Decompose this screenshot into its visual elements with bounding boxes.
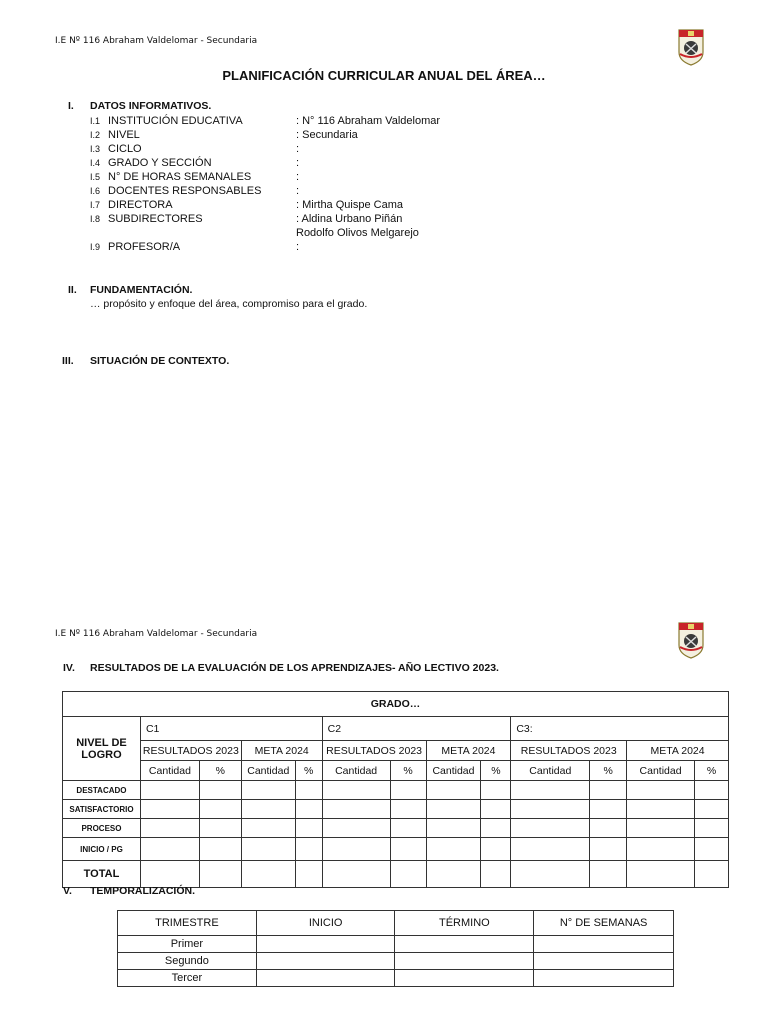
datos-item xyxy=(90,128,510,142)
header-school-label: I.E Nº 116 Abraham Valdelomar - Secundaria xyxy=(55,36,258,46)
total-label: TOTAL xyxy=(63,861,141,888)
table-cell[interactable] xyxy=(395,936,534,953)
datos-item-label: N° DE HORAS SEMANALES xyxy=(108,171,252,183)
col-pct-header: % xyxy=(390,761,426,781)
table-cell[interactable] xyxy=(511,819,590,838)
col-count-header: Cantidad xyxy=(627,761,695,781)
datos-item-value: : xyxy=(296,143,300,155)
table-row xyxy=(63,861,729,888)
datos-item-number: I.3 xyxy=(90,144,101,154)
table-cell[interactable] xyxy=(511,781,590,800)
table-cell[interactable] xyxy=(295,819,322,838)
table-cell[interactable] xyxy=(627,838,695,861)
table-row xyxy=(63,838,729,861)
table-cell[interactable] xyxy=(241,781,295,800)
level-label: SATISFACTORIO xyxy=(63,800,141,819)
col-pct-header: % xyxy=(295,761,322,781)
table-row xyxy=(63,819,729,838)
section-4-title: RESULTADOS DE LA EVALUACIÓN DE LOS APRENDIZAJES- AÑO LECTIVO 2023. xyxy=(90,662,499,674)
section-4-number: IV. xyxy=(63,662,75,674)
table-cell[interactable] xyxy=(390,781,426,800)
table-row xyxy=(118,953,674,970)
table-cell[interactable] xyxy=(481,781,511,800)
table-cell[interactable] xyxy=(395,970,534,987)
results-group-header: RESULTADOS 2023 xyxy=(322,741,426,761)
table-row xyxy=(118,936,674,953)
level-label: PROCESO xyxy=(63,819,141,838)
datos-item-value: : Mirtha Quispe Cama xyxy=(296,199,403,211)
table-cell[interactable] xyxy=(695,800,729,819)
datos-item-label: PROFESOR/A xyxy=(108,241,181,253)
goal-group-header: META 2024 xyxy=(627,741,729,761)
table-cell[interactable] xyxy=(511,861,590,888)
datos-item-number: I.8 xyxy=(90,214,101,224)
level-label: DESTACADO xyxy=(63,781,141,800)
level-label: INICIO / PG xyxy=(63,838,141,861)
table-cell[interactable] xyxy=(199,861,241,888)
trimester-label: Tercer xyxy=(118,970,257,987)
datos-item xyxy=(90,114,510,128)
table-cell[interactable] xyxy=(627,861,695,888)
trimester-label: Segundo xyxy=(118,953,257,970)
table-cell[interactable] xyxy=(140,861,199,888)
time-table xyxy=(117,910,674,987)
table-cell[interactable] xyxy=(395,953,534,970)
table-cell[interactable] xyxy=(534,936,674,953)
results-cycle-3: C3: xyxy=(511,717,729,741)
table-row xyxy=(118,970,674,987)
table-cell[interactable] xyxy=(590,838,627,861)
time-header-end: TÉRMINO xyxy=(395,911,534,936)
table-row xyxy=(63,800,729,819)
table-cell[interactable] xyxy=(695,861,729,888)
datos-item xyxy=(90,198,510,212)
table-cell[interactable] xyxy=(534,953,674,970)
table-cell[interactable] xyxy=(322,819,390,838)
table-cell[interactable] xyxy=(256,970,395,987)
table-cell[interactable] xyxy=(481,838,511,861)
datos-item-value: : Aldina Urbano Piñán xyxy=(296,213,403,225)
datos-item-value: : xyxy=(296,185,300,197)
datos-item-label: SUBDIRECTORES xyxy=(108,213,203,225)
table-cell[interactable] xyxy=(390,819,426,838)
datos-item-label: CICLO xyxy=(108,143,142,155)
time-header-trimester: TRIMESTRE xyxy=(118,911,257,936)
datos-item-number: I.5 xyxy=(90,172,101,182)
goal-group-header: META 2024 xyxy=(241,741,322,761)
table-cell[interactable] xyxy=(140,838,199,861)
table-cell[interactable] xyxy=(426,861,481,888)
table-cell[interactable] xyxy=(511,800,590,819)
table-cell[interactable] xyxy=(590,819,627,838)
table-cell[interactable] xyxy=(241,861,295,888)
datos-item xyxy=(90,212,510,226)
datos-item-value: : Secundaria xyxy=(296,129,358,141)
table-cell[interactable] xyxy=(322,861,390,888)
section-2-text: … propósito y enfoque del área, compromiso para el grado. xyxy=(90,298,368,310)
section-5-title: TEMPORALIZACIÓN. xyxy=(90,885,195,897)
results-cycle-1: C1 xyxy=(140,717,322,741)
table-cell[interactable] xyxy=(322,781,390,800)
table-cell[interactable] xyxy=(695,819,729,838)
datos-list xyxy=(90,114,510,254)
datos-item-value: : N° 116 Abraham Valdelomar xyxy=(296,115,441,127)
school-crest-icon xyxy=(677,621,705,664)
section-1-title: DATOS INFORMATIVOS. xyxy=(90,100,212,112)
table-cell[interactable] xyxy=(390,838,426,861)
col-pct-header: % xyxy=(481,761,511,781)
results-table xyxy=(62,691,729,888)
datos-item-value: : xyxy=(296,241,300,253)
table-cell[interactable] xyxy=(241,819,295,838)
datos-item xyxy=(90,170,510,184)
table-cell[interactable] xyxy=(511,838,590,861)
section-2-title: FUNDAMENTACIÓN. xyxy=(90,284,193,296)
datos-item-value: : xyxy=(296,171,300,183)
table-cell[interactable] xyxy=(295,861,322,888)
col-count-header: Cantidad xyxy=(241,761,295,781)
datos-item-number: I.9 xyxy=(90,242,101,252)
table-cell[interactable] xyxy=(426,781,481,800)
section-3-number: III. xyxy=(62,355,74,367)
table-cell[interactable] xyxy=(534,970,674,987)
datos-item xyxy=(90,184,510,198)
datos-item-label: GRADO Y SECCIÓN xyxy=(108,157,212,169)
datos-item xyxy=(90,226,510,240)
datos-item-label: NIVEL xyxy=(108,129,140,141)
table-cell[interactable] xyxy=(590,861,627,888)
table-cell[interactable] xyxy=(481,819,511,838)
table-cell[interactable] xyxy=(627,800,695,819)
table-cell[interactable] xyxy=(426,838,481,861)
table-cell[interactable] xyxy=(295,838,322,861)
section-5-number: V. xyxy=(63,885,72,897)
table-cell[interactable] xyxy=(140,800,199,819)
table-cell[interactable] xyxy=(481,800,511,819)
col-count-header: Cantidad xyxy=(140,761,199,781)
page-title: PLANIFICACIÓN CURRICULAR ANUAL DEL ÁREA… xyxy=(222,68,546,83)
datos-item-label: DIRECTORA xyxy=(108,199,173,211)
trimester-label: Primer xyxy=(118,936,257,953)
table-cell[interactable] xyxy=(241,800,295,819)
section-3-title: SITUACIÓN DE CONTEXTO. xyxy=(90,355,230,367)
table-cell[interactable] xyxy=(241,838,295,861)
table-cell[interactable] xyxy=(426,819,481,838)
datos-item-number: I.1 xyxy=(90,116,101,126)
table-cell[interactable] xyxy=(390,861,426,888)
table-row xyxy=(63,781,729,800)
datos-item xyxy=(90,142,510,156)
results-grade-header: GRADO… xyxy=(63,692,729,717)
table-cell[interactable] xyxy=(140,819,199,838)
table-cell[interactable] xyxy=(695,781,729,800)
table-cell[interactable] xyxy=(590,781,627,800)
col-pct-header: % xyxy=(695,761,729,781)
col-pct-header: % xyxy=(590,761,627,781)
table-cell[interactable] xyxy=(322,838,390,861)
col-pct-header: % xyxy=(199,761,241,781)
datos-item xyxy=(90,156,510,170)
table-cell[interactable] xyxy=(199,838,241,861)
table-cell[interactable] xyxy=(199,819,241,838)
col-count-header: Cantidad xyxy=(322,761,390,781)
table-cell[interactable] xyxy=(199,800,241,819)
table-cell[interactable] xyxy=(695,838,729,861)
datos-item-number: I.4 xyxy=(90,158,101,168)
datos-item-label: DOCENTES RESPONSABLES xyxy=(108,185,262,197)
header-school-label-2: I.E Nº 116 Abraham Valdelomar - Secundaria xyxy=(55,629,258,639)
time-header-weeks: N° DE SEMANAS xyxy=(534,911,674,936)
results-cycle-2: C2 xyxy=(322,717,511,741)
table-cell[interactable] xyxy=(295,781,322,800)
results-level-header: NIVEL DE LOGRO xyxy=(63,717,141,781)
datos-item xyxy=(90,240,510,254)
col-count-header: Cantidad xyxy=(511,761,590,781)
section-1-number: I. xyxy=(68,100,74,112)
table-cell[interactable] xyxy=(627,781,695,800)
datos-item-label: INSTITUCIÓN EDUCATIVA xyxy=(108,115,243,127)
table-cell[interactable] xyxy=(199,781,241,800)
table-cell[interactable] xyxy=(390,800,426,819)
table-cell[interactable] xyxy=(481,861,511,888)
table-cell[interactable] xyxy=(322,800,390,819)
table-cell[interactable] xyxy=(590,800,627,819)
table-cell[interactable] xyxy=(256,936,395,953)
goal-group-header: META 2024 xyxy=(426,741,511,761)
datos-item-value: : xyxy=(296,157,300,169)
datos-item-number: I.6 xyxy=(90,186,101,196)
datos-item-number: I.2 xyxy=(90,130,101,140)
table-cell[interactable] xyxy=(426,800,481,819)
table-cell[interactable] xyxy=(140,781,199,800)
table-cell[interactable] xyxy=(627,819,695,838)
results-group-header: RESULTADOS 2023 xyxy=(511,741,627,761)
section-2-number: II. xyxy=(68,284,77,296)
time-header-start: INICIO xyxy=(256,911,395,936)
datos-item-value: Rodolfo Olivos Melgarejo xyxy=(296,227,419,239)
table-cell[interactable] xyxy=(256,953,395,970)
datos-item-number: I.7 xyxy=(90,200,101,210)
school-crest-icon xyxy=(677,28,705,71)
col-count-header: Cantidad xyxy=(426,761,481,781)
table-cell[interactable] xyxy=(295,800,322,819)
results-group-header: RESULTADOS 2023 xyxy=(140,741,241,761)
